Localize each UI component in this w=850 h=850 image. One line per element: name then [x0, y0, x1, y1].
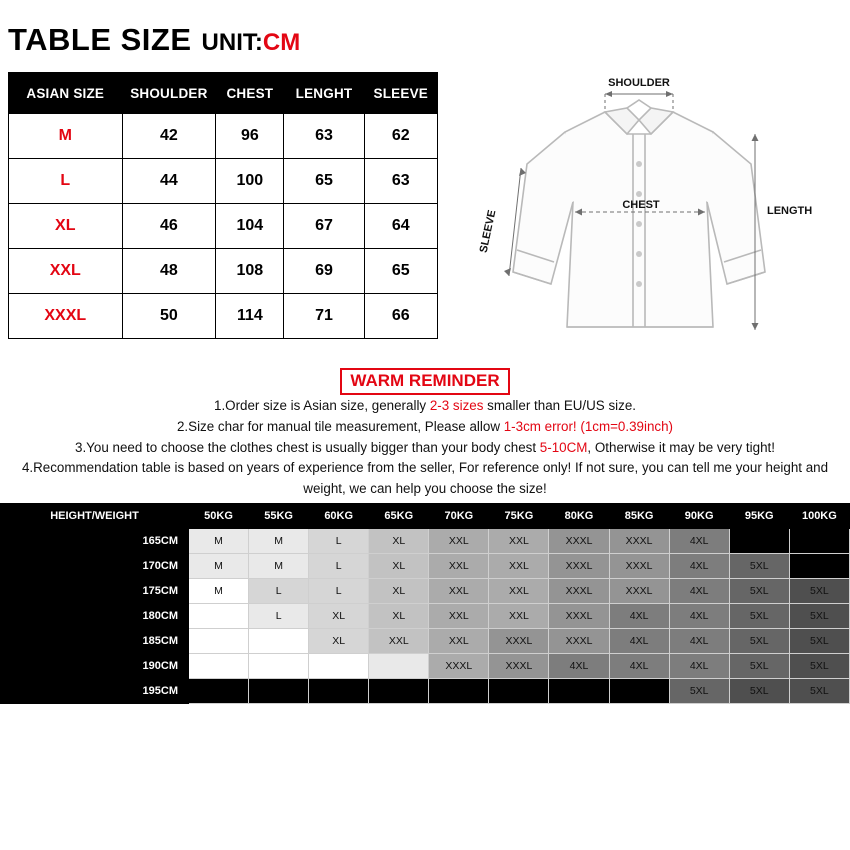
matrix-cell: 5XL [729, 604, 789, 629]
matrix-cell: 5XL [729, 629, 789, 654]
matrix-col-95kg: 95KG [729, 504, 789, 529]
matrix-cell: M [189, 579, 249, 604]
matrix-cell: 4XL [609, 604, 669, 629]
shirt-illustration-icon [455, 72, 840, 372]
matrix-body [1, 529, 850, 704]
cell-shoulder: 42 [122, 114, 216, 159]
matrix-cell: 5XL [729, 654, 789, 679]
cell-length: 67 [284, 204, 364, 249]
title-text: TABLE SIZE [8, 22, 192, 57]
note-3-highlight: 5-10CM [539, 439, 588, 455]
cell-shoulder: 48 [122, 249, 216, 294]
cell-size: L [9, 159, 123, 204]
matrix-cell: 4XL [669, 629, 729, 654]
matrix-cell [369, 679, 429, 704]
table-header-row [9, 73, 438, 114]
notes-block [6, 396, 844, 500]
matrix-cell [249, 679, 309, 704]
matrix-cell: 4XL [669, 554, 729, 579]
cell-size: XL [9, 204, 123, 249]
matrix-cell [309, 654, 369, 679]
note-2 [6, 417, 844, 438]
matrix-row [1, 679, 850, 704]
matrix-col-55kg: 55KG [249, 504, 309, 529]
matrix-row [1, 554, 850, 579]
matrix-cell: XXL [429, 579, 489, 604]
matrix-cell: XXXL [489, 629, 549, 654]
matrix-cell [189, 604, 249, 629]
matrix-cell: M [249, 529, 309, 554]
matrix-cell: XL [369, 554, 429, 579]
cell-length: 69 [284, 249, 364, 294]
matrix-cell: XL [369, 529, 429, 554]
matrix-cell [189, 679, 249, 704]
matrix-row-label: 195CM [1, 679, 189, 704]
col-asian-size: ASIAN SIZE [9, 73, 123, 114]
matrix-cell: 4XL [609, 629, 669, 654]
note-3-b: , Otherwise it may be very tight! [587, 439, 775, 455]
table-row [9, 114, 438, 159]
note-2-highlight: 1-3cm error! (1cm=0.39inch) [503, 418, 674, 434]
cell-chest: 96 [216, 114, 284, 159]
matrix-cell: L [309, 579, 369, 604]
label-sleeve: SLEEVE [477, 208, 499, 254]
cell-sleeve: 62 [364, 114, 437, 159]
shirt-diagram [455, 72, 840, 372]
note-3-a: 3.You need to choose the clothes chest is usually bigger than your body chest [75, 439, 540, 455]
matrix-cell [189, 629, 249, 654]
label-length: LENGTH [767, 205, 813, 217]
cell-shoulder: 50 [122, 294, 216, 339]
matrix-row [1, 604, 850, 629]
col-sleeve: SLEEVE [364, 73, 437, 114]
matrix-cell: XXXL [429, 654, 489, 679]
matrix-row-label: 190CM [1, 654, 189, 679]
cell-sleeve: 65 [364, 249, 437, 294]
cell-size: XXXL [9, 294, 123, 339]
matrix-cell [429, 679, 489, 704]
cell-chest: 100 [216, 159, 284, 204]
matrix-cell: XL [309, 604, 369, 629]
cell-chest: 114 [216, 294, 284, 339]
matrix-row-label: 165CM [1, 529, 189, 554]
table-row [9, 294, 438, 339]
matrix-cell [249, 629, 309, 654]
warm-reminder-title: WARM REMINDER [340, 368, 509, 395]
matrix-cell: 4XL [669, 604, 729, 629]
matrix-cell: 5XL [729, 554, 789, 579]
matrix-cell [789, 554, 849, 579]
matrix-cell [249, 654, 309, 679]
matrix-cell: 5XL [789, 604, 849, 629]
cell-shoulder: 44 [122, 159, 216, 204]
matrix-cell: 4XL [549, 654, 609, 679]
table-row [9, 159, 438, 204]
matrix-cell: 4XL [669, 654, 729, 679]
note-1-b: smaller than EU/US size. [483, 398, 636, 413]
matrix-cell: 4XL [669, 529, 729, 554]
col-shoulder: SHOULDER [122, 73, 216, 114]
matrix-col-50kg: 50KG [189, 504, 249, 529]
unit-label: UNIT: [201, 29, 263, 56]
cell-size: XXL [9, 249, 123, 294]
matrix-row [1, 529, 850, 554]
matrix-cell: XXL [489, 529, 549, 554]
cell-chest: 108 [216, 249, 284, 294]
matrix-cell: XL [309, 629, 369, 654]
matrix-col-75kg: 75KG [489, 504, 549, 529]
matrix-cell: XXL [489, 554, 549, 579]
matrix-cell: XL [369, 579, 429, 604]
matrix-cell: XXL [429, 604, 489, 629]
matrix-cell: XXXL [489, 654, 549, 679]
matrix-cell [729, 529, 789, 554]
matrix-cell: L [249, 579, 309, 604]
label-chest: CHEST [622, 199, 660, 211]
matrix-row [1, 579, 850, 604]
matrix-cell [789, 529, 849, 554]
cell-sleeve: 64 [364, 204, 437, 249]
matrix-cell: M [189, 554, 249, 579]
matrix-cell: XXXL [609, 554, 669, 579]
matrix-header-row [1, 504, 850, 529]
matrix-cell: XXXL [609, 529, 669, 554]
matrix-col-80kg: 80KG [549, 504, 609, 529]
matrix-col-60kg: 60KG [309, 504, 369, 529]
matrix-cell: L [309, 529, 369, 554]
matrix-cell: 5XL [789, 579, 849, 604]
table-row [9, 249, 438, 294]
matrix-cell: XXL [429, 529, 489, 554]
matrix-col-70kg: 70KG [429, 504, 489, 529]
matrix-cell: M [249, 554, 309, 579]
matrix-cell: XXL [489, 604, 549, 629]
matrix-cell: XL [369, 604, 429, 629]
matrix-cell: XXXL [549, 579, 609, 604]
title-unit [202, 29, 301, 57]
matrix-cell: XXXL [609, 579, 669, 604]
matrix-cell: 5XL [729, 579, 789, 604]
matrix-cell: 4XL [669, 579, 729, 604]
matrix-cell: XXXL [549, 554, 609, 579]
page-title [8, 22, 300, 58]
matrix-cell: XXL [489, 579, 549, 604]
label-shoulder: SHOULDER [608, 77, 670, 89]
cell-sleeve: 63 [364, 159, 437, 204]
matrix-corner-label: HEIGHT/WEIGHT [1, 504, 189, 529]
cell-chest: 104 [216, 204, 284, 249]
matrix-cell: XXL [429, 629, 489, 654]
matrix-cell: 5XL [789, 654, 849, 679]
cell-sleeve: 66 [364, 294, 437, 339]
matrix-row-label: 180CM [1, 604, 189, 629]
note-4: 4.Recommendation table is based on years of experience from the seller, For reference only! If not sure, you can tell me your height and weight, we can help you choose the size! [21, 460, 829, 497]
height-weight-matrix [0, 503, 850, 704]
unit-value: CM [262, 29, 301, 56]
note-1 [6, 396, 844, 417]
matrix-cell [549, 679, 609, 704]
matrix-cell [369, 654, 429, 679]
size-table [8, 72, 438, 339]
note-2-a: 2.Size char for manual tile measurement, Please allow [176, 418, 504, 434]
matrix-cell: 4XL [609, 654, 669, 679]
note-3 [6, 438, 844, 459]
matrix-cell: XXL [429, 554, 489, 579]
matrix-cell: L [249, 604, 309, 629]
matrix-cell [309, 679, 369, 704]
matrix-cell: M [189, 529, 249, 554]
matrix-col-65kg: 65KG [369, 504, 429, 529]
matrix-col-85kg: 85KG [609, 504, 669, 529]
matrix-row [1, 629, 850, 654]
matrix-row-label: 175CM [1, 579, 189, 604]
warm-reminder-banner [0, 368, 850, 395]
note-1-highlight: 2-3 sizes [429, 398, 484, 413]
matrix-row-label: 185CM [1, 629, 189, 654]
matrix-cell: XXXL [549, 629, 609, 654]
matrix-cell: 5XL [789, 679, 849, 704]
matrix-cell [489, 679, 549, 704]
table-row [9, 204, 438, 249]
matrix-cell: L [309, 554, 369, 579]
matrix-col-100kg: 100KG [789, 504, 849, 529]
matrix-cell: 5XL [789, 629, 849, 654]
matrix-col-90kg: 90KG [669, 504, 729, 529]
cell-length: 63 [284, 114, 364, 159]
matrix-cell: XXXL [549, 529, 609, 554]
matrix-cell [189, 654, 249, 679]
matrix-cell: XXXL [549, 604, 609, 629]
matrix-row-label: 170CM [1, 554, 189, 579]
cell-size: M [9, 114, 123, 159]
matrix-cell: 5XL [669, 679, 729, 704]
matrix-cell [609, 679, 669, 704]
cell-length: 71 [284, 294, 364, 339]
matrix-row [1, 654, 850, 679]
cell-shoulder: 46 [122, 204, 216, 249]
col-chest: CHEST [216, 73, 284, 114]
note-1-a: 1.Order size is Asian size, generally [214, 398, 430, 413]
matrix-cell: XXL [369, 629, 429, 654]
col-length: LENGHT [284, 73, 364, 114]
cell-length: 65 [284, 159, 364, 204]
matrix-cell: 5XL [729, 679, 789, 704]
